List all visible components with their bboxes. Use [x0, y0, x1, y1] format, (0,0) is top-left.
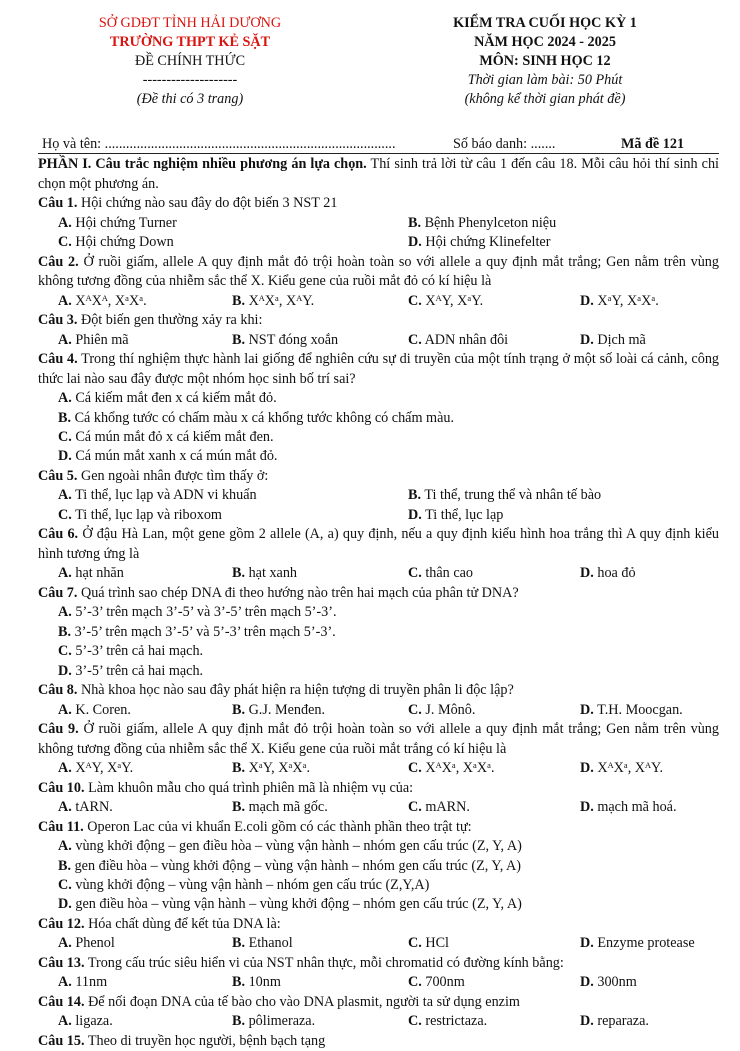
option-row	[38, 934, 719, 953]
answer-option	[408, 1012, 487, 1032]
option-key: A.	[58, 487, 72, 504]
question-list	[38, 194, 719, 1051]
option-text: vùng khởi động – gen điều hòa – vùng vận hành – nhóm gen cấu trúc (Z, Y, A)	[75, 838, 522, 855]
option-key: D.	[580, 1013, 594, 1030]
option-row	[38, 389, 719, 408]
option-key: C.	[408, 292, 422, 309]
option-text: Ti thể, lục lạp và ADN vi khuẩn	[75, 487, 257, 504]
option-text: XᴬY, XᵃY.	[75, 760, 134, 777]
answer-option	[408, 486, 601, 506]
option-key: B.	[408, 214, 422, 231]
option-key: A.	[58, 214, 72, 231]
answer-option	[58, 292, 147, 312]
option-text: XᵃY, XᵃXᵃ.	[248, 760, 310, 777]
option-key: A.	[58, 701, 72, 718]
option-key: A.	[58, 1013, 72, 1030]
answer-option	[580, 973, 637, 993]
answer-option	[408, 233, 550, 253]
question-number: Câu 14.	[38, 993, 85, 1010]
option-key: B.	[232, 701, 246, 718]
option-key: C.	[408, 974, 422, 991]
option-text: mạch mã gốc.	[248, 799, 328, 816]
option-key: D.	[580, 701, 594, 718]
option-row	[38, 1012, 719, 1031]
question-stem	[38, 253, 719, 292]
option-key: A.	[58, 760, 72, 777]
option-text: gen điều hòa – vùng vận hành – vùng khởi động – nhóm gen cấu trúc (Z, Y, A)	[75, 896, 522, 913]
option-text: vùng khởi động – vùng vận hành – nhóm gen cấu trúc (Z,Y,A)	[75, 876, 430, 893]
option-key: A.	[58, 974, 72, 991]
option-key: A.	[58, 331, 72, 348]
option-text: Ethanol	[248, 935, 293, 952]
option-text: Cá mún mắt xanh x cá mún mắt đỏ.	[75, 448, 278, 465]
option-key: A.	[58, 935, 72, 952]
answer-option	[58, 448, 277, 464]
question-number: Câu 5.	[38, 467, 78, 484]
answer-option	[58, 759, 133, 779]
school-year: NĂM HỌC 2024 - 2025	[474, 34, 616, 50]
answer-option	[232, 973, 281, 993]
answer-option	[580, 1012, 649, 1032]
answer-option	[58, 486, 257, 506]
answer-option	[580, 701, 683, 721]
option-text: 5’-3’ trên cả hai mạch.	[75, 643, 204, 660]
page-count: (Đề thi có 3 trang)	[136, 91, 244, 107]
answer-option	[58, 643, 203, 659]
option-row	[38, 973, 719, 992]
option-text: K. Coren.	[75, 701, 131, 718]
answer-option	[58, 877, 429, 893]
question-stem	[38, 954, 719, 974]
option-key: D.	[580, 292, 594, 309]
option-text: tARN.	[75, 799, 113, 816]
answer-option	[58, 429, 274, 445]
answer-option	[58, 663, 203, 679]
question-stem	[38, 467, 719, 487]
option-row	[38, 428, 719, 447]
question-stem	[38, 915, 719, 935]
answer-option	[408, 973, 465, 993]
header-divider: --------------------	[142, 72, 238, 88]
question-text: Ở đậu Hà Lan, một gene gồm 2 allele (A, a) quy định, nếu a quy định kiểu hình hoa trắng thì A quy định kiểu hình tương ứng là	[38, 526, 720, 562]
option-text: 5’-3’ trên mạch 3’-5’ và 3’-5’ trên mạch 5’-3’.	[75, 604, 337, 621]
question-stem	[38, 681, 719, 701]
answer-option	[232, 331, 338, 351]
question-text: Ở ruồi giấm, allele A quy định mắt đỏ trội hoàn toàn so với allele a quy định mắt trắng; Gen nằm trên vùng không tương đồng của nhiễm sắc thể X. Kiểu gene của ruồi mắt trắng có kí hiệu là	[38, 720, 719, 757]
option-text: Cá khổng tước có chấm màu x cá khổng tước không có chấm màu.	[74, 409, 455, 426]
option-key: D.	[58, 896, 72, 913]
option-row	[38, 564, 719, 583]
answer-option	[408, 292, 483, 312]
option-row	[38, 662, 719, 681]
option-key: B.	[232, 974, 246, 991]
option-row	[38, 759, 719, 778]
answer-option	[58, 506, 222, 526]
question-number: Câu 9.	[38, 720, 79, 737]
school-name: TRƯỜNG THPT KẺ SẶT	[109, 34, 271, 50]
question-text: Quá trình sao chép DNA đi theo hướng nào trên hai mạch của phân tử DNA?	[80, 584, 519, 601]
option-key: D.	[408, 506, 422, 523]
option-row	[38, 506, 719, 525]
option-key: C.	[408, 935, 422, 952]
question-text: Trong thí nghiệm thực hành lai giống để nghiên cứu sự di truyền của một tính trạng ở một số loài cá cảnh, công thức lai nào sau đây được một nhóm học sinh bố trí sai?	[38, 351, 720, 387]
answer-option	[58, 1012, 113, 1032]
option-key: D.	[580, 331, 594, 348]
part-description: Thí sinh trả lời từ câu 1 đến câu 18. Mỗi câu hỏi thí sinh chỉ chọn một phương án.	[38, 156, 719, 192]
option-key: D.	[58, 662, 72, 679]
option-text: hạt xanh	[248, 565, 298, 582]
option-text: Cá kiếm mắt đen x cá kiếm mắt đỏ.	[75, 390, 277, 407]
question-stem	[38, 993, 719, 1013]
answer-option	[408, 564, 473, 584]
option-key: C.	[58, 643, 72, 660]
answer-option	[232, 759, 310, 779]
option-key: A.	[58, 292, 72, 309]
option-key: A.	[58, 390, 72, 407]
option-text: 700nm	[425, 974, 465, 991]
answer-option	[580, 759, 663, 779]
option-text: Phiên mã	[75, 331, 129, 348]
answer-option	[580, 564, 636, 584]
question-stem	[38, 779, 719, 799]
answer-option	[58, 331, 129, 351]
answer-option	[58, 934, 115, 954]
option-text: XᵃY, XᵃXᵃ.	[597, 292, 659, 309]
option-key: A.	[58, 838, 72, 855]
answer-option	[580, 292, 659, 312]
option-key: C.	[408, 565, 422, 582]
answer-option	[58, 838, 522, 854]
header-rule	[38, 153, 719, 154]
question-number: Câu 4.	[38, 351, 78, 368]
option-text: XᴬXᵃ, XᴬY.	[597, 760, 663, 777]
option-key: D.	[580, 974, 594, 991]
option-key: D.	[580, 799, 594, 816]
option-text: Bệnh Phenylceton niệu	[424, 214, 557, 231]
option-text: Hội chứng Down	[75, 234, 174, 251]
answer-option	[232, 1012, 315, 1032]
answer-option	[58, 701, 131, 721]
option-row	[38, 233, 719, 252]
option-row	[38, 857, 719, 876]
option-row	[38, 837, 719, 856]
answer-option	[408, 214, 556, 234]
question-text: Trong cấu trúc siêu hiển vi của NST nhân thực, mỗi chromatid có đường kính bằng:	[87, 954, 564, 971]
option-text: 11nm	[75, 974, 108, 991]
option-text: Hội chứng Klinefelter	[425, 234, 551, 251]
option-text: XᴬXᵃ, XᴬY.	[248, 292, 315, 309]
candidate-number-field: Số báo danh: .......	[453, 136, 556, 152]
question-number: Câu 1.	[38, 195, 78, 212]
option-text: Ti thể, lục lạp và riboxom	[75, 506, 222, 523]
option-key: B.	[232, 760, 246, 777]
option-key: D.	[408, 234, 422, 251]
question-text: Làm khuôn mẫu cho quá trình phiên mã là nhiệm vụ của:	[88, 779, 414, 796]
question-text: Gen ngoài nhân được tìm thấy ở:	[80, 467, 269, 484]
option-key: D.	[580, 760, 594, 777]
question-stem	[38, 311, 719, 331]
option-key: B.	[58, 857, 72, 874]
answer-option	[580, 331, 646, 351]
option-text: HCl	[425, 935, 449, 952]
question-text: Hóa chất dùng để kết tủa DNA là:	[88, 915, 281, 932]
option-text: Dịch mã	[597, 331, 646, 348]
question-stem	[38, 525, 719, 564]
subject: MÔN: SINH HỌC 12	[479, 53, 611, 69]
official-label: ĐỀ CHÍNH THỨC	[134, 53, 246, 69]
answer-option	[58, 624, 336, 640]
header-left	[40, 14, 340, 109]
option-text: NST đóng xoắn	[248, 331, 339, 348]
question-text: Hội chứng nào sau đây do đột biến 3 NST 21	[80, 195, 338, 212]
option-key: B.	[232, 331, 246, 348]
option-key: D.	[580, 565, 594, 582]
option-row	[38, 895, 719, 914]
answer-option	[58, 604, 337, 620]
answer-option	[408, 934, 449, 954]
option-text: hoa đỏ	[597, 565, 636, 582]
option-key: C.	[408, 1013, 422, 1030]
option-text: 10nm	[248, 974, 281, 991]
question-stem	[38, 818, 719, 838]
question-number: Câu 13.	[38, 954, 85, 971]
option-key: B.	[232, 935, 246, 952]
question-number: Câu 7.	[38, 584, 78, 601]
option-key: C.	[408, 760, 422, 777]
question-number: Câu 8.	[38, 681, 78, 698]
answer-option	[58, 390, 277, 406]
answer-option	[580, 798, 677, 818]
option-text: XᴬXᴬ, XᵃXᵃ.	[75, 292, 147, 309]
option-key: C.	[408, 331, 422, 348]
option-text: gen điều hòa – vùng khởi động – vùng vận hành – nhóm gen cấu trúc (Z, Y, A)	[74, 857, 522, 874]
part-title: PHẦN I. Câu trắc nghiệm nhiều phương án lựa chọn.	[38, 156, 367, 172]
exam-code: Mã đề 121	[621, 136, 685, 152]
option-key: A.	[58, 604, 72, 621]
answer-option	[58, 858, 521, 874]
question-text: Operon Lac của vi khuẩn E.coli gồm có các thành phần theo trật tự:	[87, 818, 472, 835]
option-key: A.	[58, 565, 72, 582]
question-number: Câu 15.	[38, 1032, 85, 1049]
option-text: Phenol	[75, 935, 115, 952]
option-key: C.	[58, 506, 72, 523]
answer-option	[58, 233, 174, 253]
answer-option	[408, 759, 495, 779]
part-intro	[38, 155, 719, 194]
option-row	[38, 798, 719, 817]
answer-option	[58, 214, 177, 234]
option-key: C.	[58, 429, 72, 446]
option-key: A.	[58, 799, 72, 816]
option-key: B.	[232, 799, 246, 816]
option-text: 3’-5’ trên cả hai mạch.	[75, 662, 204, 679]
option-row	[38, 409, 719, 428]
option-key: B.	[232, 1013, 246, 1030]
option-text: thân cao	[425, 565, 474, 582]
option-text: XᴬY, XᵃY.	[425, 292, 484, 309]
option-key: B.	[232, 292, 246, 309]
option-text: hạt nhăn	[75, 565, 124, 582]
answer-option	[58, 973, 107, 993]
option-row	[38, 701, 719, 720]
answer-option	[58, 410, 454, 426]
question-number: Câu 12.	[38, 915, 85, 932]
time-note: (không kể thời gian phát đề)	[464, 91, 626, 107]
answer-option	[232, 798, 328, 818]
answer-option	[232, 701, 325, 721]
option-key: B.	[58, 409, 72, 426]
question-number: Câu 10.	[38, 779, 85, 796]
option-key: C.	[408, 799, 422, 816]
option-row	[38, 623, 719, 642]
question-number: Câu 3.	[38, 312, 78, 329]
question-text: Ở ruồi giấm, allele A quy định mắt đỏ trội hoàn toàn so với allele a quy định mắt trắng; Gen nằm trên vùng không tương đồng của nhiễm sắc thể X. Kiểu gene của ruồi mắt đỏ có kí hiệu là	[38, 253, 719, 290]
header-right	[380, 14, 710, 109]
option-key: C.	[58, 234, 72, 251]
answer-option	[408, 701, 475, 721]
answer-option	[232, 564, 297, 584]
option-row	[38, 486, 719, 505]
option-text: J. Mônô.	[425, 701, 476, 718]
answer-option	[58, 896, 522, 912]
question-number: Câu 2.	[38, 253, 79, 270]
option-text: mạch mã hoá.	[597, 799, 677, 816]
question-text: Để nối đoạn DNA của tế bào cho vào DNA plasmit, người ta sử dụng enzim	[88, 993, 520, 1010]
option-text: ligaza.	[75, 1013, 113, 1030]
option-text: Hội chứng Turner	[75, 214, 177, 231]
question-stem	[38, 350, 719, 389]
question-stem	[38, 720, 719, 759]
option-text: Enzyme protease	[597, 935, 695, 952]
exam-title: KIỂM TRA CUỐI HỌC KỲ 1	[453, 15, 637, 31]
option-text: pôlimeraza.	[248, 1013, 316, 1030]
option-key: C.	[408, 701, 422, 718]
answer-option	[232, 934, 293, 954]
option-row	[38, 331, 719, 350]
answer-option	[408, 506, 503, 526]
option-text: XᴬXᵃ, XᵃXᵃ.	[425, 760, 495, 777]
option-text: Ti thể, trung thể và nhân tế bào	[424, 487, 602, 504]
question-text: Đột biến gen thường xảy ra khi:	[80, 312, 263, 329]
question-text: Nhà khoa học nào sau đây phát hiện ra hiện tượng di truyền phân li độc lập?	[80, 681, 514, 698]
option-text: mARN.	[425, 799, 470, 816]
option-key: D.	[58, 448, 72, 465]
option-key: B.	[232, 565, 246, 582]
option-row	[38, 603, 719, 622]
option-key: D.	[580, 935, 594, 952]
department-name: SỞ GDĐT TỈNH HẢI DƯƠNG	[98, 15, 282, 31]
exam-body	[38, 155, 719, 1051]
option-key: B.	[408, 487, 422, 504]
option-text: Cá mún mắt đỏ x cá kiếm mắt đen.	[75, 429, 274, 446]
time-limit: Thời gian làm bài: 50 Phút	[467, 72, 623, 88]
option-text: 300nm	[597, 974, 637, 991]
option-text: Ti thể, lục lạp	[425, 506, 504, 523]
answer-option	[232, 292, 314, 312]
answer-option	[408, 331, 508, 351]
option-row	[38, 876, 719, 895]
answer-option	[58, 798, 113, 818]
question-number: Câu 6.	[38, 526, 79, 543]
option-text: ADN nhân đôi	[424, 331, 509, 348]
option-key: C.	[58, 876, 72, 893]
option-key: B.	[58, 623, 72, 640]
question-text: Theo di truyền học người, bệnh bạch tạng	[87, 1032, 326, 1049]
option-text: 3’-5’ trên mạch 3’-5’ và 5’-3’ trên mạch 5’-3’.	[74, 623, 336, 640]
question-stem	[38, 584, 719, 604]
answer-option	[58, 564, 124, 584]
option-row	[38, 214, 719, 233]
option-text: T.H. Moocgan.	[597, 701, 683, 718]
question-number: Câu 11.	[38, 818, 84, 835]
option-row	[38, 447, 719, 466]
answer-option	[408, 798, 470, 818]
question-stem	[38, 194, 719, 214]
question-stem	[38, 1032, 719, 1051]
option-text: restrictaza.	[425, 1013, 488, 1030]
name-field: Họ và tên: ..................................................................................	[42, 136, 396, 152]
option-row	[38, 292, 719, 311]
option-text: G.J. Menđen.	[248, 701, 326, 718]
answer-option	[580, 934, 695, 954]
option-text: reparaza.	[597, 1013, 649, 1030]
option-row	[38, 642, 719, 661]
